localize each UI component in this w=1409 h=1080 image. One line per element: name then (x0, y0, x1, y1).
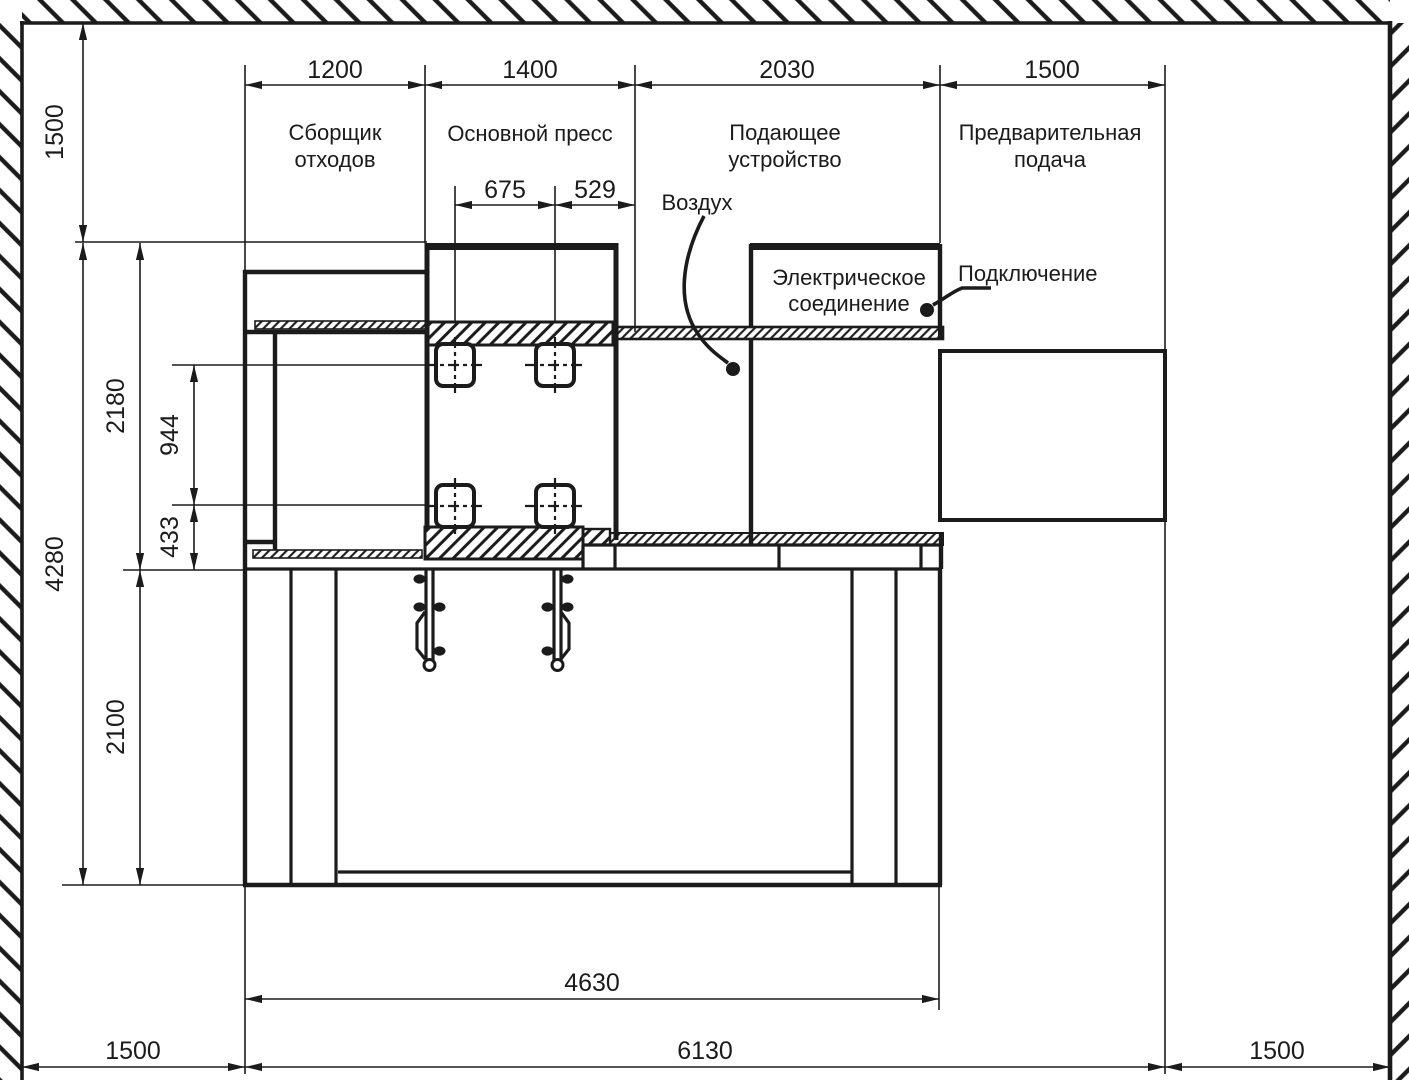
zone-label-waste-1: Сборщик (288, 120, 382, 145)
wall-hatch-top (22, 0, 1390, 22)
electrical-label-1: Электрическое (772, 265, 926, 290)
press-bottom-plate (425, 527, 583, 559)
wall-hatch-right (1391, 23, 1409, 1080)
zone-label-feeder-2: устройство (728, 147, 842, 172)
zone-label-press: Основной пресс (447, 121, 613, 146)
dim-label-529: 529 (574, 176, 616, 204)
connection-label: Подключение (958, 261, 1098, 286)
air-label: Воздух (661, 190, 733, 215)
dim-label-944: 944 (156, 414, 184, 456)
zone-label-waste-2: отходов (294, 147, 376, 172)
zone-label-feeder-1: Подающее (729, 120, 841, 145)
dim-label-2100: 2100 (102, 699, 130, 755)
electrical-label-2: соединение (788, 291, 910, 316)
dim-label-1200: 1200 (307, 56, 363, 84)
air-point (726, 362, 740, 376)
feeder-lower-rail (610, 533, 943, 545)
zone-label-prefeed-1: Предварительная (958, 120, 1142, 145)
dim-label-1500-bottom-left: 1500 (105, 1037, 161, 1065)
zone-label-prefeed-2: подача (1014, 147, 1086, 172)
wall-hatch-left (0, 23, 21, 1080)
press-bottom-step (583, 529, 610, 545)
dim-label-1500-top: 1500 (1024, 56, 1080, 84)
dim-label-4630: 4630 (564, 969, 620, 997)
feeder-rail (613, 327, 943, 339)
prefeed-unit-outline (940, 351, 1165, 520)
dim-label-433: 433 (156, 516, 184, 558)
dim-label-675: 675 (484, 176, 526, 204)
connection-point (920, 303, 934, 317)
dim-label-6130: 6130 (677, 1037, 733, 1065)
dim-label-1500-left-top: 1500 (41, 104, 69, 160)
dim-label-2180: 2180 (102, 378, 130, 434)
dim-label-1400: 1400 (502, 56, 558, 84)
dim-label-2030: 2030 (759, 56, 815, 84)
dim-label-1500-bottom-right: 1500 (1249, 1037, 1305, 1065)
dim-label-4280: 4280 (41, 536, 69, 592)
